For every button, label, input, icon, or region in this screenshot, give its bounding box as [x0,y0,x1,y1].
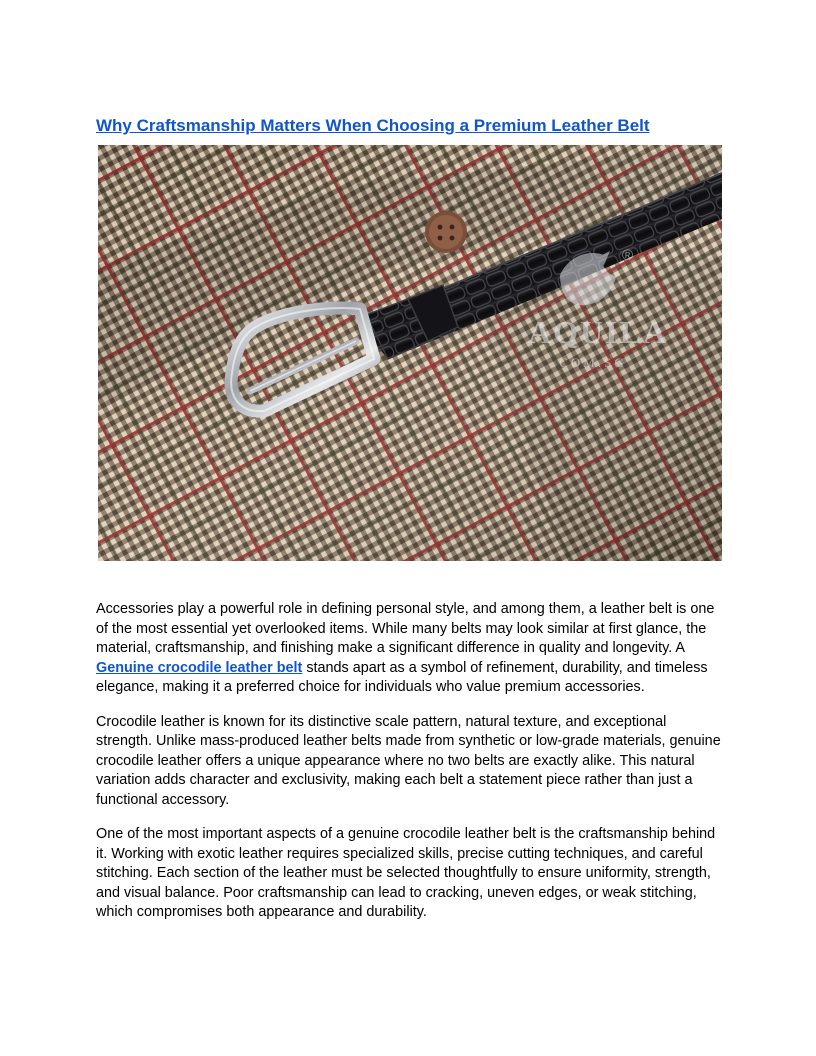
paragraph-1 [96,600,722,698]
article-body [96,600,722,938]
crocodile-belt-link[interactable]: Genuine crocodile leather belt [96,659,303,676]
paragraph-1-text-before: Accessories play a powerful role in defining personal style, and among them, a leather belt is one of the most essential yet overlooked items. While many belts may look similar at first glance, the material, craftsmanship, and finishing make a significant difference in quality and longevity. A [96,601,715,656]
jacket-button-icon [425,211,467,253]
paragraph-1-text-after: stands apart as a symbol of refinement, durability, and timeless elegance, making it a preferred choice for individuals who value premium accessories. [96,659,708,695]
paragraph-3: One of the most important aspects of a genuine crocodile leather belt is the craftsmanship behind it. Working with exotic leather requires specialized skills, precise cutting techniques, and careful stitching. Each section of the leather must be selected thoughtfully to ensure uniformity, strength, and visual balance. Poor craftsmanship can lead to cracking, uneven edges, or weak stitching, which compromises both appearance and durability. [96,826,716,920]
article-photo [98,145,722,561]
watermark-brand: AQUILA [528,314,669,350]
paragraph-2: Crocodile leather is known for its distinctive scale pattern, natural texture, and exceptional strength. Unlike mass-produced leather belts made from synthetic or low-grade materials, genuine crocodile leather offers a unique appearance where no two belts are exactly alike. This natural variation adds character and exclusivity, making each belt a statement piece rather than just a functional accessory. [96,713,721,808]
watermark-sub: .COM.SG [553,355,627,370]
article-title-link[interactable]: Why Craftsmanship Matters When Choosing a Premium Leather Belt [96,116,650,135]
watermark-registered: ® [622,247,634,264]
